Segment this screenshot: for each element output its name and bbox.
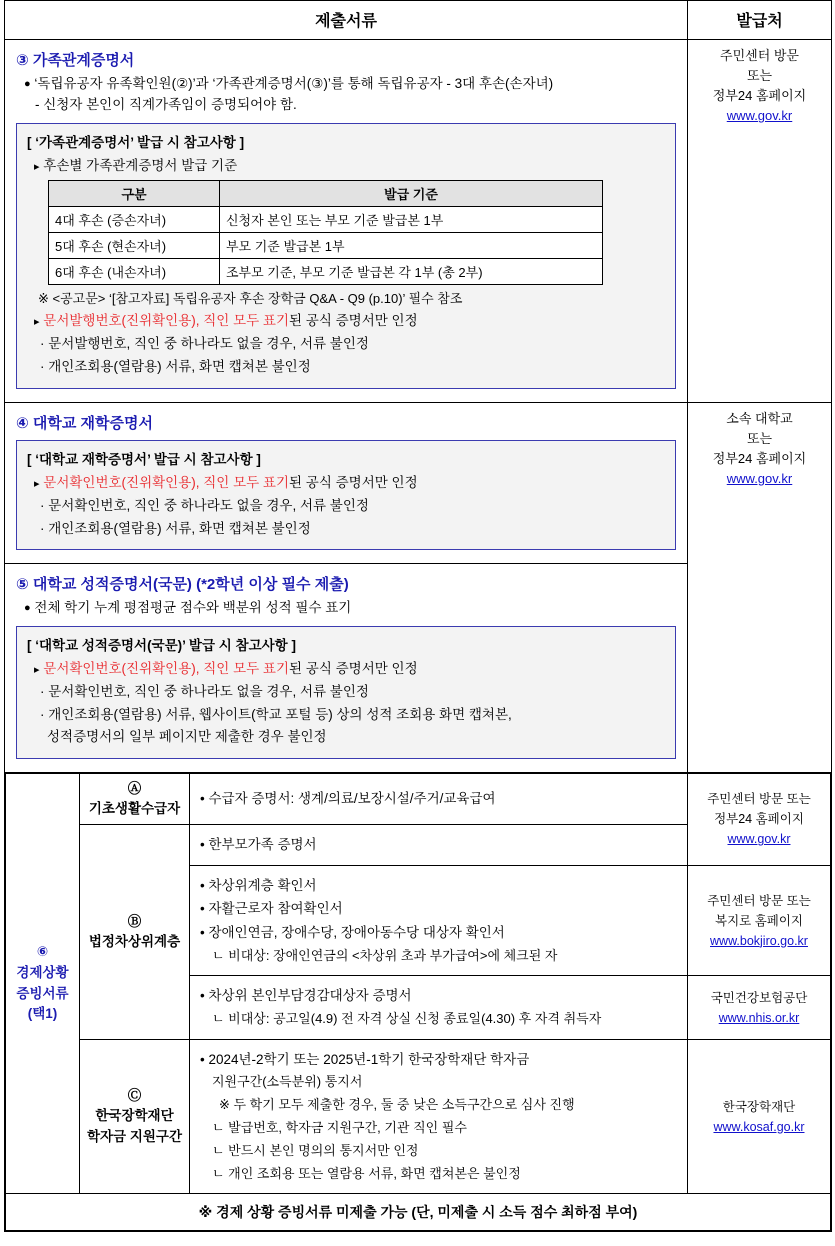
source-link-govkr[interactable]: www.gov.kr bbox=[726, 471, 793, 487]
transcript-red-text: 문서확인번호(진위확인용), 직인 모두 표기 bbox=[43, 660, 289, 676]
item-bullet: • 차상위계층 확인서 bbox=[200, 877, 317, 893]
family-cert-box-title: [ ‘가족관계증명서’ 발급 시 참고사항 ] bbox=[27, 134, 245, 150]
category-label-kosaf bbox=[80, 1039, 190, 1194]
table-header bbox=[5, 1, 832, 40]
source-link-govkr[interactable]: www.gov.kr bbox=[726, 108, 793, 124]
category-items-near-poverty bbox=[190, 865, 688, 976]
enrollment-cert-dot-1: · 문서확인번호, 직인 중 하나라도 없을 경우, 서류 불인정 bbox=[40, 497, 369, 513]
family-cert-arrow-2: ▸ 문서발행번호(진위확인용), 직인 모두 표기된 공식 증명서만 인정 bbox=[34, 312, 418, 328]
source-link-govkr[interactable]: www.gov.kr bbox=[727, 832, 791, 847]
item-bullet: • 자활근로자 참여확인서 bbox=[200, 901, 343, 917]
source-link-kosaf[interactable]: www.kosaf.go.kr bbox=[713, 1119, 805, 1134]
source-line-2: 정부24 홈페이지 bbox=[714, 812, 804, 827]
item-sub-note: ㄴ 비대상: 장애인연금의 <차상위 초과 부가급여>에 체크된 자 bbox=[212, 947, 558, 963]
table-row-family-cert bbox=[5, 40, 832, 403]
source-basic-recipient bbox=[688, 773, 831, 865]
item-sub-note: ㄴ 비대상: 공고일(4.9) 전 자격 상실 신청 종료일(4.30) 후 자격 취득자 bbox=[212, 1010, 602, 1026]
source-line-1: 국민건강보험공단 bbox=[710, 990, 808, 1005]
table-row bbox=[6, 1039, 831, 1194]
source-line-2: 또는 bbox=[746, 430, 773, 446]
table-row bbox=[49, 233, 603, 259]
enrollment-cert-note-box bbox=[16, 440, 676, 551]
cell-source-university bbox=[688, 402, 832, 772]
family-cert-red-rest: 된 공식 증명서만 인정 bbox=[289, 312, 418, 328]
family-cert-bullet-1: ● ‘독립유공자 유족확인원(②)’과 ‘가족관계증명서(③)’를 통해 독립유공자 - 3대 후손(손자녀) bbox=[24, 76, 554, 91]
enrollment-cert-red-text: 문서확인번호(진위확인용), 직인 모두 표기 bbox=[43, 474, 289, 490]
section-title-transcript-cert: ⑤ 대학교 성적증명서(국문) (*2학년 이상 필수 제출) bbox=[16, 576, 349, 594]
transcript-red-rest: 된 공식 증명서만 인정 bbox=[289, 660, 418, 676]
item-note: ※ 두 학기 모두 제출한 경우, 둘 중 낮은 소득구간으로 심사 진행 bbox=[219, 1097, 575, 1113]
submission-documents-table bbox=[4, 0, 832, 1232]
source-line-3: 정부24 홈페이지 bbox=[712, 88, 807, 104]
criteria-cell-standard: 조부모 기준, 부모 기준 발급본 각 1부 (총 2부) bbox=[220, 259, 603, 285]
enrollment-cert-arrow: ▸ 문서확인번호(진위확인용), 직인 모두 표기된 공식 증명서만 인정 bbox=[34, 474, 418, 490]
category-items-kosaf bbox=[190, 1039, 688, 1194]
category-circle: Ⓑ bbox=[127, 913, 142, 929]
source-line-3: 정부24 홈페이지 bbox=[712, 450, 807, 466]
source-line-1: 한국장학재단 bbox=[722, 1099, 796, 1114]
label-number: ⑥ bbox=[36, 943, 49, 959]
header-source: 발급처 bbox=[688, 1, 832, 40]
table-row bbox=[49, 181, 603, 207]
economic-section-label bbox=[6, 773, 80, 1194]
source-near-poverty bbox=[688, 865, 831, 976]
criteria-cell-division: 6대 후손 (내손자녀) bbox=[49, 259, 220, 285]
header-documents: 제출서류 bbox=[5, 1, 688, 40]
source-line-1: 주민센터 방문 또는 bbox=[707, 792, 811, 807]
item-sub-note: ㄴ 반드시 본인 명의의 통지서만 인정 bbox=[212, 1142, 419, 1158]
enrollment-cert-box-title: [ ‘대학교 재학증명서’ 발급 시 참고사항 ] bbox=[27, 451, 261, 467]
enrollment-cert-dot-2: · 개인조회용(열람용) 서류, 화면 캡쳐본 불인정 bbox=[40, 520, 311, 536]
source-line-2: 복지로 홈페이지 bbox=[715, 913, 803, 928]
item-continuation: 지원구간(소득분위) 통지서 bbox=[212, 1074, 363, 1090]
family-cert-reference-note: ※ <공고문> ‘[참고자료] 독립유공자 후손 장학금 Q&A - Q9 (p.10)’ 필수 참조 bbox=[38, 291, 463, 307]
criteria-cell-standard: 부모 기준 발급본 1부 bbox=[220, 233, 603, 259]
economic-status-table bbox=[5, 773, 831, 1232]
label-line-1: 경제상황 bbox=[16, 964, 69, 980]
transcript-arrow: ▸ 문서확인번호(진위확인용), 직인 모두 표기된 공식 증명서만 인정 bbox=[34, 660, 418, 676]
table-row bbox=[6, 773, 831, 825]
family-cert-dot-1: · 문서발행번호, 직인 중 하나라도 없을 경우, 서류 불인정 bbox=[40, 335, 369, 351]
transcript-dot-2-cont: 성적증명서의 일부 페이지만 제출한 경우 불인정 bbox=[47, 729, 327, 745]
criteria-cell-division: 4대 후손 (증손자녀) bbox=[49, 207, 220, 233]
item-bullet: • 장애인연금, 장애수당, 장애아동수당 대상자 확인서 bbox=[200, 925, 505, 940]
item-bullet: • 수급자 증명서: 생계/의료/보장시설/주거/교육급여 bbox=[200, 791, 496, 807]
enrollment-cert-red-rest: 된 공식 증명서만 인정 bbox=[289, 474, 418, 490]
criteria-cell-standard: 신청자 본인 또는 부모 기준 발급본 1부 bbox=[220, 207, 603, 233]
table-row-economic-status bbox=[5, 772, 832, 1232]
item-sub-note: ㄴ 개인 조회용 또는 열람용 서류, 화면 캡쳐본은 불인정 bbox=[212, 1165, 521, 1181]
cell-family-cert bbox=[5, 40, 688, 403]
cell-transcript-cert bbox=[5, 564, 688, 772]
economic-footer-note: ※ 경제 상황 증빙서류 미제출 가능 (단, 미제출 시 소득 점수 최하점 부여) bbox=[6, 1194, 831, 1231]
category-text-line-1: 한국장학재단 bbox=[95, 1108, 174, 1124]
cell-source-family-cert bbox=[688, 40, 832, 403]
category-text: 법정차상위계층 bbox=[88, 934, 181, 949]
criteria-header-division: 구분 bbox=[49, 181, 220, 207]
table-row-enrollment-cert bbox=[5, 402, 832, 564]
category-circle: Ⓒ bbox=[127, 1088, 142, 1104]
table-row bbox=[6, 1194, 831, 1231]
table-row bbox=[49, 207, 603, 233]
source-link-bokjiro[interactable]: www.bokjiro.go.kr bbox=[710, 933, 808, 948]
source-line-1: 소속 대학교 bbox=[726, 410, 793, 426]
transcript-box-title: [ ‘대학교 성적증명서(국문)’ 발급 시 참고사항 ] bbox=[27, 637, 296, 653]
transcript-dot-2: · 개인조회용(열람용) 서류, 웹사이트(학교 포털 등) 상의 성적 조회용 화면 캡쳐본, bbox=[40, 706, 512, 722]
label-line-3: (택1) bbox=[27, 1006, 58, 1022]
criteria-header-standard: 발급 기준 bbox=[220, 181, 603, 207]
transcript-note-box bbox=[16, 626, 676, 759]
source-line-1: 주민센터 방문 또는 bbox=[707, 893, 811, 908]
cell-economic-status bbox=[5, 772, 832, 1232]
cell-enrollment-cert bbox=[5, 402, 688, 564]
category-items-copay-reduction bbox=[190, 976, 688, 1039]
item-sub-note: ㄴ 발급번호, 학자금 지원구간, 기관 직인 필수 bbox=[212, 1119, 467, 1135]
item-bullet: • 차상위 본인부담경감대상자 증명서 bbox=[200, 988, 412, 1004]
source-nhis bbox=[688, 976, 831, 1039]
family-cert-arrow-1: ▸ 후손별 가족관계증명서 발급 기준 bbox=[34, 157, 238, 173]
source-kosaf bbox=[688, 1039, 831, 1194]
family-cert-note-box bbox=[16, 123, 676, 389]
label-line-2: 증빙서류 bbox=[16, 985, 69, 1001]
family-cert-bullet-2: - 신청자 본인이 직계가족임이 증명되어야 함. bbox=[35, 97, 297, 113]
section-title-family-cert: ③ 가족관계증명서 bbox=[16, 52, 135, 69]
category-circle: Ⓐ bbox=[127, 780, 142, 796]
category-items-single-parent bbox=[190, 825, 688, 866]
category-label-near-poverty bbox=[80, 825, 190, 1040]
category-items-basic-recipient bbox=[190, 773, 688, 825]
category-text-line-2: 학자금 지원구간 bbox=[86, 1128, 183, 1144]
table-row bbox=[49, 259, 603, 285]
family-cert-red-text: 문서발행번호(진위확인용), 직인 모두 표기 bbox=[43, 312, 289, 328]
category-text: 기초생활수급자 bbox=[88, 800, 181, 816]
transcript-dot-1: · 문서확인번호, 직인 중 하나라도 없을 경우, 서류 불인정 bbox=[40, 683, 369, 699]
item-bullet: • 2024년-2학기 또는 2025년-1학기 한국장학재단 학자금 bbox=[200, 1051, 530, 1067]
section-title-enrollment-cert: ④ 대학교 재학증명서 bbox=[16, 414, 153, 432]
criteria-cell-division: 5대 후손 (현손자녀) bbox=[49, 233, 220, 259]
transcript-bullet-1: ● 전체 학기 누계 평점평균 점수와 백분위 성적 필수 표기 bbox=[24, 600, 352, 616]
family-cert-criteria-table bbox=[48, 180, 603, 285]
source-link-nhis[interactable]: www.nhis.or.kr bbox=[718, 1010, 800, 1025]
item-bullet: • 한부모가족 증명서 bbox=[200, 837, 317, 853]
source-line-2: 또는 bbox=[746, 68, 773, 84]
category-label-basic-recipient bbox=[80, 773, 190, 825]
family-cert-dot-2: · 개인조회용(열람용) 서류, 화면 캡쳐본 불인정 bbox=[40, 358, 311, 374]
source-line-1: 주민센터 방문 bbox=[720, 48, 799, 63]
